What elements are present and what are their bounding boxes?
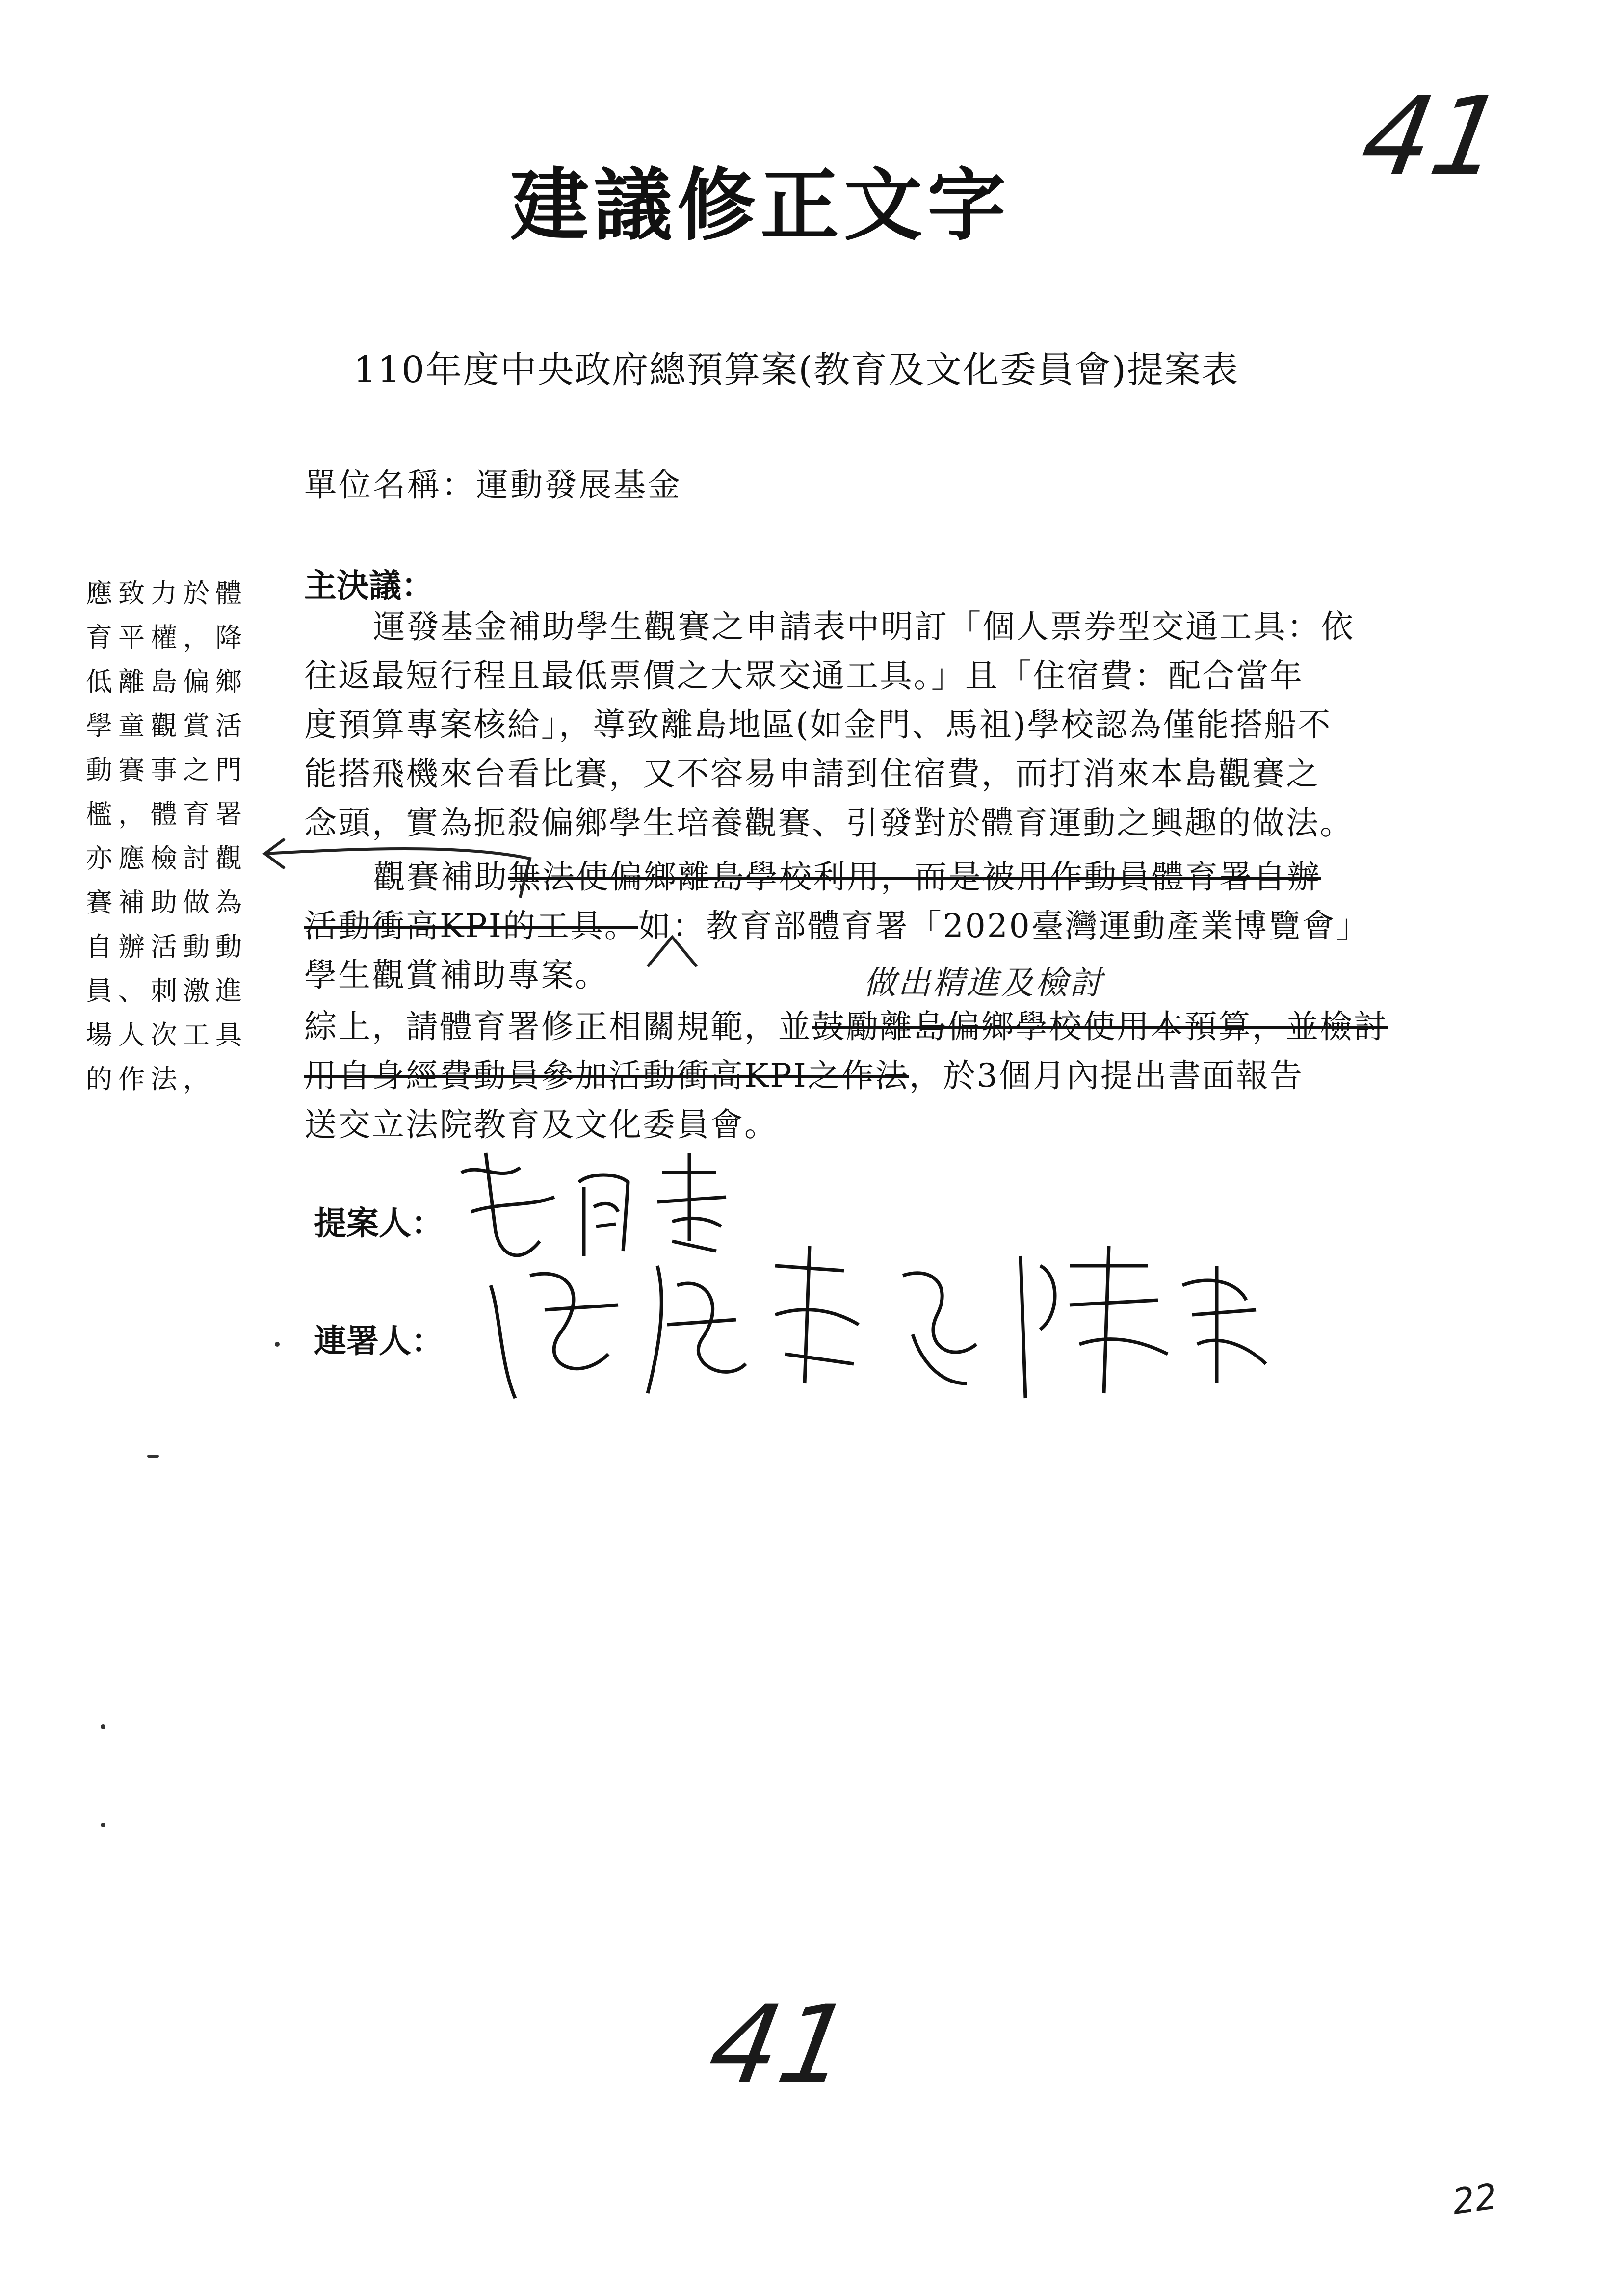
paragraph1-line4: 能搭飛機來台看比賽，又不容易申請到住宿費，而打消來本島觀賽之 <box>304 755 1320 793</box>
stray-mark <box>275 1342 280 1347</box>
paragraph2-line3: 學生觀賞補助專案。 <box>304 956 609 994</box>
margin-note-line: 亦應檢討觀 <box>86 843 248 874</box>
proposer-label: 提案人： <box>314 1204 444 1242</box>
paragraph2-line2 <box>304 907 1370 945</box>
paragraph1-line5: 念頭，實為扼殺偏鄉學生培養觀賽、引發對於體育運動之興趣的做法。 <box>304 804 1354 842</box>
paragraph1-line1: 運發基金補助學生觀賽之申請表中明訂「個人票券型交通工具：依 <box>373 608 1355 646</box>
corner-page-number: 22 <box>1449 2175 1500 2222</box>
decision-heading: 主決議： <box>304 566 434 604</box>
margin-note-line: 賽補助做為 <box>86 887 248 918</box>
handwritten-page-number-bottom: 41 <box>700 1982 860 2108</box>
margin-note-line: 員、刺激進 <box>86 975 248 1006</box>
paragraph3-line1-text: 綜上，請體育署修正相關規範，並 <box>304 1008 812 1045</box>
paragraph1-line3: 度預算專案核給」，導致離島地區(如金門、馬祖)學校認為僅能搭船不 <box>304 706 1332 744</box>
margin-note-line: 動賽事之門 <box>86 755 248 785</box>
paragraph3-line2-text: ，於3個月內提出書面報告 <box>909 1057 1304 1095</box>
document-title-stamp: 建議修正文字 <box>510 159 1011 251</box>
stray-mark <box>101 1724 105 1729</box>
cosigner-label: 連署人： <box>314 1322 444 1360</box>
paragraph2-line2-text: 如：教育部體育署「2020臺灣運動產業博覽會」 <box>638 907 1370 945</box>
stray-mark <box>101 1823 105 1827</box>
paragraph3-line1-deleted: 鼓勵離島偏鄉學校使用本預算，並檢討 <box>812 1008 1388 1045</box>
paragraph2-line1-deleted: 無法使偏鄉離島學校利用，而是被用作動員體育署自辦 <box>508 858 1321 896</box>
handwritten-insertion-note: 做出精進及檢討 <box>864 964 1104 1002</box>
paragraph1-line2: 往返最短行程且最低票價之大眾交通工具。」且「住宿費：配合當年 <box>304 657 1304 695</box>
form-subtitle: 110年度中央政府總預算案(教育及文化委員會)提案表 <box>353 349 1239 391</box>
unit-label: 單位名稱： <box>304 466 476 504</box>
margin-note-line: 檻，體育署 <box>86 799 248 830</box>
unit-row <box>304 459 682 505</box>
paragraph2-line2-deleted: 活動衝高KPI的工具。 <box>304 907 638 945</box>
handwritten-page-number-top: 41 <box>1353 74 1513 199</box>
margin-note-line: 育平權，降 <box>86 622 248 653</box>
paragraph3-line2 <box>304 1057 1304 1095</box>
margin-note-line: 學童觀賞活 <box>86 710 248 741</box>
margin-note-line: 應致力於體 <box>86 578 248 609</box>
paragraph3-line2-deleted: 用自身經費動員參加活動衝高KPI之作法 <box>304 1057 909 1095</box>
paragraph2-line1-text: 觀賽補助 <box>373 858 508 896</box>
margin-note <box>86 572 253 1101</box>
insertion-caret-icon <box>643 922 702 981</box>
unit-name: 運動發展基金 <box>476 466 682 504</box>
margin-note-line: 自辦活動動 <box>86 931 248 962</box>
margin-note-line: 的作法， <box>86 1064 215 1095</box>
stray-mark <box>147 1455 159 1458</box>
paragraph3-line1 <box>304 1008 1388 1045</box>
insertion-arrow-icon <box>255 824 550 903</box>
paragraph3-line3: 送交立法院教育及文化委員會。 <box>304 1106 778 1144</box>
margin-note-line: 低離島偏鄉 <box>86 666 248 697</box>
cosigner-signatures <box>471 1236 1305 1423</box>
margin-note-line: 場人次工具 <box>86 1019 248 1050</box>
